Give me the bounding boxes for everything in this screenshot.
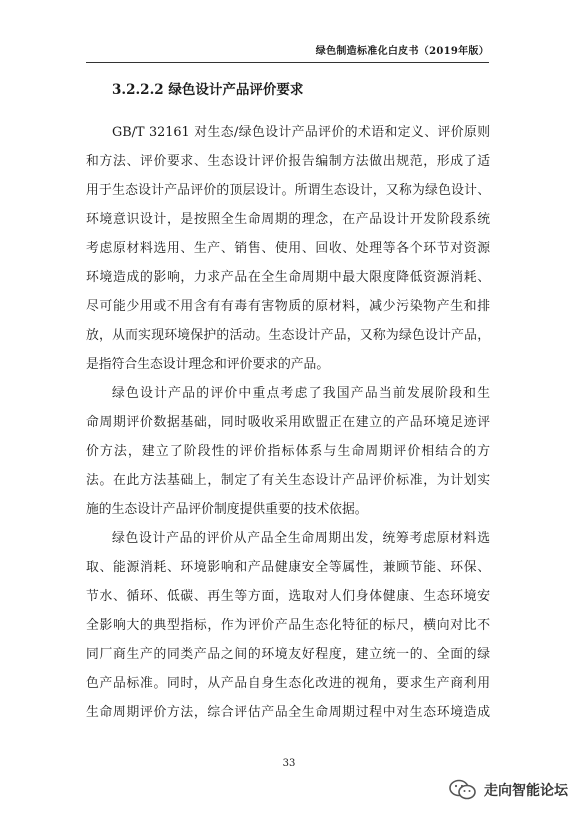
text-line: 绿色设计产品的评价中重点考虑了我国产品当前发展阶段和生 xyxy=(112,386,490,401)
text-line: 是指符合生态设计理念和评价要求的产品。 xyxy=(86,357,330,372)
text-line: 同厂商生产的同类产品之间的环境友好程度，建立统一的、全面的绿 xyxy=(86,647,490,662)
text-line: 和方法、评价要求、生态设计评价报告编制方法做出规范，形成了适 xyxy=(86,154,490,169)
body-text xyxy=(86,118,490,727)
text-line: 用于生态设计产品评价的顶层设计。所谓生态设计，又称为绿色设计、 xyxy=(86,183,490,198)
wechat-icon xyxy=(448,778,478,802)
page-number: 33 xyxy=(282,758,296,769)
text-line: 环境造成的影响，力求产品在全生命周期中最大限度降低资源消耗、 xyxy=(86,270,490,285)
header-title: 绿色制造标准化白皮书（2019年版） xyxy=(315,46,489,57)
text-line: 施的生态设计产品评价制度提供重要的技术依据。 xyxy=(86,502,368,517)
watermark xyxy=(448,775,568,805)
text-line: 环境意识设计，是按照全生命周期的理念，在产品设计开发阶段系统 xyxy=(86,212,490,227)
text-line: 命周期评价数据基础，同时吸收采用欧盟正在建立的产品环境足迹评 xyxy=(86,415,490,430)
text-line: 色产品标准。同时，从产品自身生态化改进的视角，要求生产商利用 xyxy=(86,676,490,691)
text-line: 放，从而实现环境保护的活动。生态设计产品，又称为绿色设计产品， xyxy=(86,328,490,343)
text-line: 考虑原材料选用、生产、销售、使用、回收、处理等各个环节对资源 xyxy=(86,241,490,256)
watermark-text: 走向智能论坛 xyxy=(484,783,568,799)
text-line: 法。在此方法基础上，制定了有关生态设计产品评价标准，为计划实 xyxy=(86,473,490,488)
paragraph xyxy=(86,524,490,727)
text-line: 取、能源消耗、环境影响和产品健康安全等属性，兼顾节能、环保、 xyxy=(86,560,490,575)
running-header xyxy=(86,40,489,63)
text-line: 生命周期评价方法，综合评估产品全生命周期过程中对生态环境造成 xyxy=(86,705,490,720)
text-line: 节水、循环、低碳、再生等方面，选取对人们身体健康、生态环境安 xyxy=(86,589,490,604)
text-line: GB/T 32161 对生态/绿色设计产品评价的术语和定义、评价原则 xyxy=(112,125,490,140)
section-heading: 3.2.2.2 绿色设计产品评价要求 xyxy=(112,82,304,98)
text-line: 尽可能少用或不用含有有毒有害物质的原材料，减少污染物产生和排 xyxy=(86,299,490,314)
text-line: 全影响大的典型指标，作为评价产品生态化特征的标尺，横向对比不 xyxy=(86,618,490,633)
paragraph xyxy=(86,118,490,379)
paragraph xyxy=(86,379,490,524)
text-line: 价方法，建立了阶段性的评价指标体系与生命周期评价相结合的方 xyxy=(86,444,490,459)
text-line: 绿色设计产品的评价从产品全生命周期出发，统筹考虑原材料选 xyxy=(112,531,490,546)
